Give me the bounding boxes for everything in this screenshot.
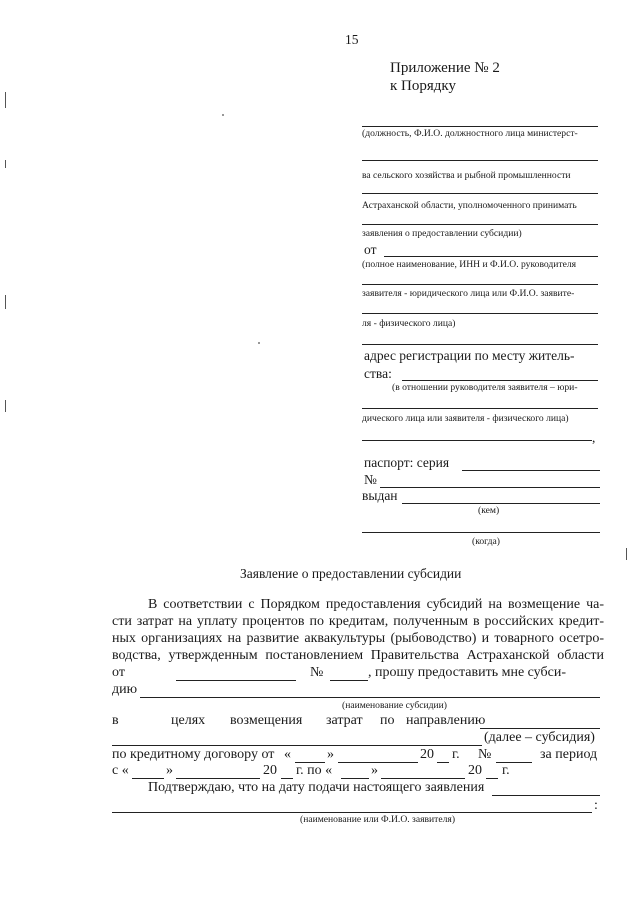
statement-title: Заявление о предоставлении субсидии: [240, 566, 462, 581]
addressee-line: [362, 126, 598, 127]
credit-label: по кредитному договору от: [112, 747, 275, 762]
request-text: , прошу предоставить мне субси-: [368, 665, 566, 680]
applicant-line: [112, 812, 592, 813]
purpose-line: [480, 728, 600, 729]
credit-quote-open: «: [284, 747, 291, 762]
period-to-label: г. по «: [296, 763, 333, 778]
address-note-2: дического лица или заявителя - физического лица): [362, 413, 569, 424]
scan-speck: [258, 342, 260, 344]
from-line: [362, 313, 598, 314]
address-label-1: адрес регистрации по месту житель-: [364, 348, 575, 363]
address-line: [362, 408, 598, 409]
margin-mark: [626, 548, 627, 560]
address-line: [362, 440, 592, 441]
addressee-caption-1: (должность, Ф.И.О. должностного лица министерст-: [362, 128, 578, 139]
from-label: от: [364, 242, 377, 257]
passport-number-label: №: [364, 472, 377, 487]
period-from-year-line: [281, 778, 293, 779]
subsidy-word: дию: [112, 682, 138, 697]
period-from-day-line: [132, 778, 164, 779]
paragraph-line-1: В соответствии с Порядком предоставления субсидий на возмещение ча-: [148, 597, 604, 612]
from-caption-3: ля - физического лица): [362, 318, 456, 329]
address-top-line: [362, 344, 598, 345]
period-to-day-line: [341, 778, 369, 779]
period-from-label: с «: [112, 763, 129, 778]
date-label: от: [112, 665, 125, 680]
addressee-line: [362, 160, 598, 161]
period-to-year-prefix: 20: [468, 763, 482, 778]
margin-mark: [5, 400, 6, 412]
purpose-word-3: возмещения: [230, 713, 303, 728]
paragraph-line-3: ных организациях на развитие аквакультуры (рыбоводство) и товарного осетро-: [112, 631, 604, 646]
from-caption-1: (полное наименование, ИНН и Ф.И.О. руководителя: [362, 259, 577, 270]
address-line: [402, 380, 598, 381]
addressee-line: [362, 224, 598, 225]
period-to-year-line: [486, 778, 498, 779]
period-to-close: »: [371, 763, 378, 778]
purpose-word-6: направлению: [406, 713, 486, 728]
credit-year-line: [437, 762, 449, 763]
subsidy-name-line: [140, 697, 600, 698]
period-to-year-suffix: г.: [502, 763, 510, 778]
confirm-text: Подтверждаю, что на дату подачи настоящего заявления: [148, 780, 485, 795]
subsidy-name-caption: (наименование субсидии): [342, 700, 447, 711]
applicant-caption: (наименование или Ф.И.О. заявителя): [300, 814, 456, 825]
paragraph-line-4: водства, утвержденным постановлением Правительства Астраханской области: [112, 648, 604, 663]
applicant-colon: :: [594, 798, 598, 813]
credit-year-suffix: г.: [452, 747, 460, 762]
period-from-close: »: [166, 763, 173, 778]
purpose-word-2: целях: [171, 713, 206, 728]
purpose-word-1: в: [112, 713, 119, 728]
issued-when-caption: (когда): [472, 536, 500, 547]
credit-year-prefix: 20: [420, 747, 434, 762]
address-label-2: ства:: [364, 366, 392, 381]
addressee-caption-4: заявления о предоставлении субсидии): [362, 228, 522, 239]
issued-date-line: [362, 532, 600, 533]
passport-label: паспорт: серия: [364, 455, 450, 470]
decree-number-line: [330, 680, 368, 681]
from-caption-2: заявителя - юридического лица или Ф.И.О. заявите-: [362, 288, 575, 299]
paragraph-line-2: сти затрат на уплату процентов по кредитам, полученным в российских кредит-: [112, 614, 604, 629]
page-number: 15: [345, 32, 359, 47]
passport-number-line: [380, 487, 600, 488]
confirm-line: [492, 795, 600, 796]
scan-speck: [222, 114, 224, 116]
margin-mark: [5, 92, 6, 108]
purpose-line: [112, 745, 482, 746]
passport-series-line: [462, 470, 600, 471]
credit-month-line: [338, 762, 418, 763]
period-from-month-line: [176, 778, 260, 779]
addressee-caption-2: ва сельского хозяйства и рыбной промышленности: [362, 170, 571, 181]
margin-mark: [5, 295, 6, 309]
credit-number-label: №: [478, 747, 492, 762]
decree-number-label: №: [310, 665, 324, 680]
from-line: [362, 284, 598, 285]
appendix-title: Приложение № 2: [390, 60, 500, 76]
credit-quote-close: »: [327, 747, 334, 762]
decree-date-line: [176, 680, 296, 681]
period-from-year-prefix: 20: [263, 763, 277, 778]
from-line: [384, 256, 598, 257]
credit-period-label: за период: [540, 747, 598, 762]
address-note-1: (в отношении руководителя заявителя – юри-: [392, 382, 578, 393]
addressee-line: [362, 193, 598, 194]
address-comma: ,: [592, 430, 596, 445]
addressee-caption-3: Астраханской области, уполномоченного принимать: [362, 200, 577, 211]
purpose-word-4: затрат: [326, 713, 363, 728]
issued-by-caption: (кем): [478, 505, 500, 516]
margin-mark: [5, 160, 6, 168]
further-subsidy-note: (далее – субсидия): [484, 730, 595, 745]
issued-line: [402, 503, 600, 504]
issued-label: выдан: [362, 488, 398, 503]
appendix-subtitle: к Порядку: [390, 78, 456, 94]
purpose-word-5: по: [380, 713, 395, 728]
period-to-month-line: [381, 778, 465, 779]
